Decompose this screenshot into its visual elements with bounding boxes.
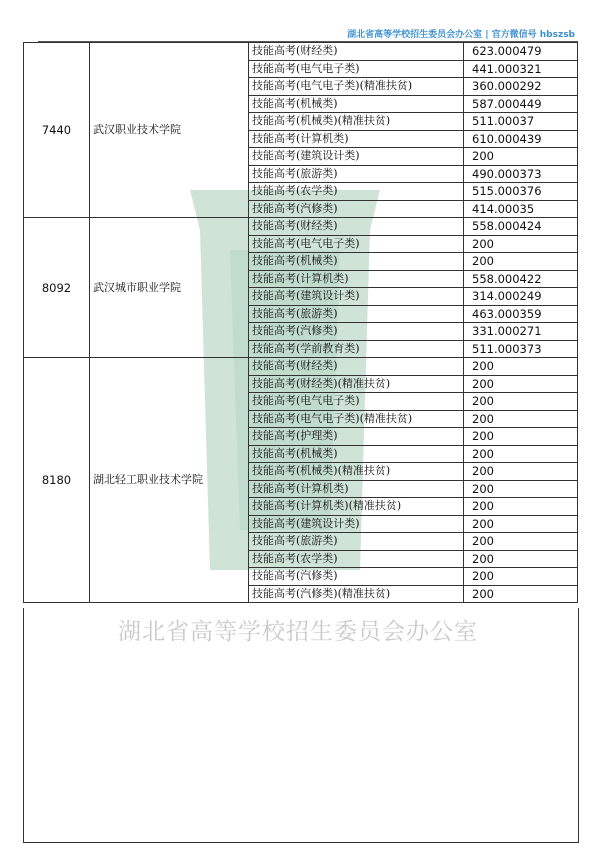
min-score: 200 [464, 445, 578, 463]
major-name: 技能高考(汽修类)(精准扶贫) [249, 585, 464, 603]
school-code: 7440 [24, 43, 90, 218]
major-name: 技能高考(机械类) [249, 253, 464, 271]
major-name: 技能高考(机械类) [249, 95, 464, 113]
major-name: 技能高考(财经类) [249, 358, 464, 376]
min-score: 200 [464, 148, 578, 166]
major-name: 技能高考(建筑设计类) [249, 288, 464, 306]
min-score: 200 [464, 515, 578, 533]
major-name: 技能高考(农学类) [249, 183, 464, 201]
major-name: 技能高考(电气电子类) [249, 393, 464, 411]
min-score: 200 [464, 428, 578, 446]
major-name: 技能高考(机械类) [249, 445, 464, 463]
table-row [24, 218, 578, 236]
major-name: 技能高考(计算机类) [249, 270, 464, 288]
major-name: 技能高考(计算机类)(精准扶贫) [249, 498, 464, 516]
min-score: 441.000321 [464, 60, 578, 78]
min-score: 511.00037 [464, 113, 578, 131]
table-row [24, 358, 578, 376]
major-name: 技能高考(护理类) [249, 428, 464, 446]
admission-score-table [23, 42, 578, 603]
min-score: 200 [464, 585, 578, 603]
major-name: 技能高考(农学类) [249, 550, 464, 568]
min-score: 515.000376 [464, 183, 578, 201]
major-name: 技能高考(财经类) [249, 43, 464, 61]
major-name: 技能高考(电气电子类)(精准扶贫) [249, 78, 464, 96]
min-score: 623.000479 [464, 43, 578, 61]
min-score: 200 [464, 393, 578, 411]
page-header: 湖北省高等学校招生委员会办公室 | 官方微信号 hbszsb [347, 30, 575, 40]
min-score: 200 [464, 410, 578, 428]
major-name: 技能高考(财经类)(精准扶贫) [249, 375, 464, 393]
major-name: 技能高考(机械类)(精准扶贫) [249, 463, 464, 481]
major-name: 技能高考(汽修类) [249, 323, 464, 341]
min-score: 360.000292 [464, 78, 578, 96]
min-score: 414.00035 [464, 200, 578, 218]
major-name: 技能高考(旅游类) [249, 165, 464, 183]
min-score: 610.000439 [464, 130, 578, 148]
min-score: 200 [464, 235, 578, 253]
min-score: 490.000373 [464, 165, 578, 183]
table-row [24, 43, 578, 61]
major-name: 技能高考(计算机类) [249, 130, 464, 148]
min-score: 200 [464, 463, 578, 481]
school-code: 8180 [24, 358, 90, 603]
major-name: 技能高考(电气电子类) [249, 60, 464, 78]
min-score: 314.000249 [464, 288, 578, 306]
major-name: 技能高考(学前教育类) [249, 340, 464, 358]
school-name: 武汉城市职业学院 [90, 218, 249, 358]
min-score: 587.000449 [464, 95, 578, 113]
school-code: 8092 [24, 218, 90, 358]
min-score: 200 [464, 480, 578, 498]
major-name: 技能高考(建筑设计类) [249, 148, 464, 166]
major-name: 技能高考(旅游类) [249, 305, 464, 323]
min-score: 200 [464, 568, 578, 586]
school-name: 湖北轻工职业技术学院 [90, 358, 249, 603]
major-name: 技能高考(汽修类) [249, 568, 464, 586]
min-score: 200 [464, 498, 578, 516]
school-name: 武汉职业技术学院 [90, 43, 249, 218]
min-score: 463.000359 [464, 305, 578, 323]
major-name: 技能高考(财经类) [249, 218, 464, 236]
min-score: 558.000422 [464, 270, 578, 288]
min-score: 200 [464, 533, 578, 551]
min-score: 558.000424 [464, 218, 578, 236]
watermark-text: 湖北省高等学校招生委员会办公室 [118, 619, 478, 645]
major-name: 技能高考(建筑设计类) [249, 515, 464, 533]
major-name: 技能高考(汽修类) [249, 200, 464, 218]
min-score: 200 [464, 253, 578, 271]
major-name: 技能高考(计算机类) [249, 480, 464, 498]
major-name: 技能高考(电气电子类)(精准扶贫) [249, 410, 464, 428]
major-name: 技能高考(电气电子类) [249, 235, 464, 253]
min-score: 331.000271 [464, 323, 578, 341]
min-score: 511.000373 [464, 340, 578, 358]
min-score: 200 [464, 375, 578, 393]
major-name: 技能高考(机械类)(精准扶贫) [249, 113, 464, 131]
min-score: 200 [464, 550, 578, 568]
min-score: 200 [464, 358, 578, 376]
major-name: 技能高考(旅游类) [249, 533, 464, 551]
